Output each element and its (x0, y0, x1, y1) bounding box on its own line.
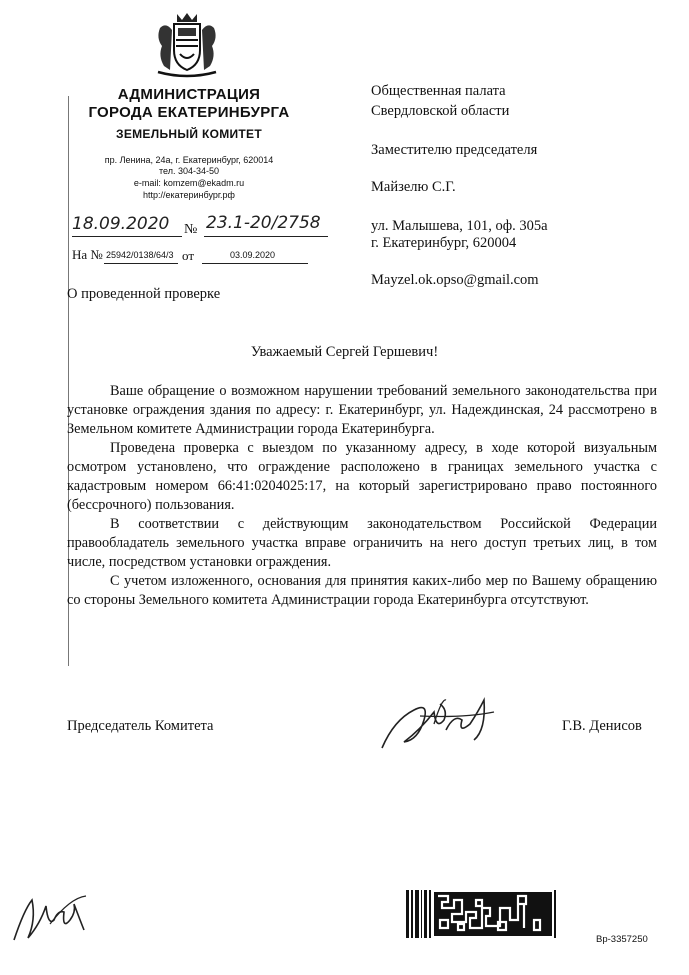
document-number: Вр-3357250 (596, 934, 648, 945)
reply-date: 03.09.2020 (230, 250, 276, 260)
number-underline (204, 236, 328, 237)
registration-number: 23.1-20/2758 (206, 213, 321, 233)
sender-email: e-mail: komzem@ekadm.ru (133, 178, 245, 188)
paragraph-2: Проведена проверка с выездом по указанному адресу, в ходе которой визуальным осмотром установлено, что ограждение расположено в границах земельного участка с кадастровым номером 66:41:0204025:17, на который зарегистрировано право постоянного (бессрочного) пользования. (67, 440, 657, 513)
recipient-org-line1: Общественная палата (371, 83, 506, 99)
sender-phone: тел. 304-34-50 (158, 166, 219, 176)
paragraph-1: Ваше обращение о возможном нарушении требований земельного законодательства при установке ограждения здания по адресу: г. Екатеринбург, ул. Надеждинская, 24 рассмотрено в Земельном комитете Администрации города Екатеринбурга. (67, 383, 657, 437)
recipient-address-line2: г. Екатеринбург, 620004 (371, 235, 517, 251)
department-name: ЗЕМЕЛЬНЫЙ КОМИТЕТ (116, 127, 262, 141)
barcode-icon (406, 890, 556, 938)
coat-of-arms-icon (150, 10, 224, 80)
paragraph-4: С учетом изложенного, основания для принятия каких-либо мер по Вашему обращению со стороны Земельного комитета Администрации города Екатеринбурга отсутствуют. (67, 573, 657, 608)
date-underline (72, 236, 182, 237)
recipient-email: Mayzel.ok.opso@gmail.com (371, 272, 539, 288)
org-name-line2: ГОРОДА ЕКАТЕРИНБУРГА (88, 104, 290, 121)
reply-date-underline (202, 263, 308, 264)
recipient-org-line2: Свердловской области (371, 103, 510, 119)
subject-line: О проведенной проверке (67, 286, 221, 302)
signatory-role: Председатель Комитета (67, 718, 214, 734)
initials-icon (10, 890, 90, 945)
signature-icon (374, 690, 504, 754)
reply-number: 25942/0138/64/3 (106, 250, 174, 260)
letter-body (67, 382, 657, 610)
sender-address: пр. Ленина, 24а, г. Екатеринбург, 620014 (104, 155, 274, 165)
recipient-address-line1: ул. Малышева, 101, оф. 305а (371, 218, 548, 234)
signatory-name: Г.В. Денисов (562, 718, 642, 734)
recipient-position: Заместителю председателя (371, 142, 538, 158)
recipient-name: Майзелю С.Г. (371, 179, 456, 195)
greeting: Уважаемый Сергей Гершевич! (250, 344, 439, 360)
reply-label: На № (72, 247, 103, 262)
org-name-line1: АДМИНИСТРАЦИЯ (117, 86, 261, 103)
number-label: № (184, 222, 198, 237)
reply-from-label: от (182, 248, 195, 263)
registration-date: 18.09.2020 (72, 214, 170, 234)
reply-number-underline (104, 263, 178, 264)
sender-website: http://екатеринбург.рф (143, 190, 235, 200)
paragraph-3: В соответствии с действующим законодательством Российской Федерации правообладатель земельного участка вправе ограничить на него доступ третьих лиц, в том числе, посредством установки ограждения. (67, 516, 657, 570)
